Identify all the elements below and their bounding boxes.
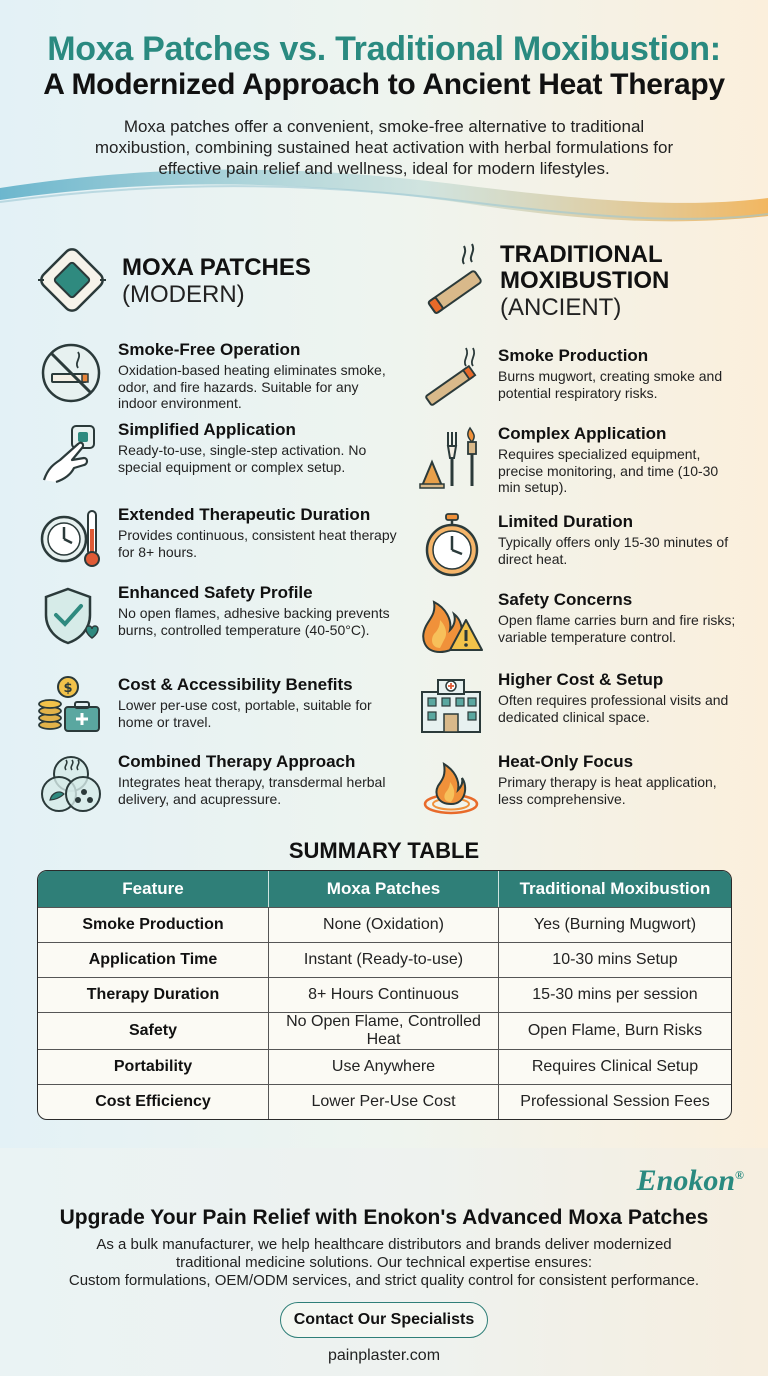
cta-title: Upgrade Your Pain Relief with Enokon's Advanced Moxa Patches <box>59 1206 709 1229</box>
traditional-heading-line2: MOXIBUSTION <box>500 267 670 294</box>
patch-icon <box>30 238 114 322</box>
item-title: Complex Application <box>498 424 667 443</box>
summary-title: SUMMARY TABLE <box>288 838 480 863</box>
table-row <box>38 977 731 1012</box>
moxa-column-heading <box>122 255 311 309</box>
table-cell: Safety <box>38 1012 269 1049</box>
venn-therapy-icon <box>38 752 104 818</box>
table-cell: Use Anywhere <box>269 1049 499 1084</box>
table-row <box>38 1049 731 1084</box>
item-title: Smoke-Free Operation <box>118 340 301 359</box>
item-title: Heat-Only Focus <box>498 752 634 771</box>
traditional-column-heading <box>500 242 669 322</box>
item-text: Provides continuous, consistent heat therapy for 8+ hours. <box>118 527 397 560</box>
item-text: Primary therapy is heat application, less comprehensive. <box>498 774 717 807</box>
flame-icon <box>418 752 484 818</box>
table-cell: Open Flame, Burn Risks <box>499 1012 731 1049</box>
table-cell: Instant (Ready-to-use) <box>269 942 499 977</box>
item-title: Extended Therapeutic Duration <box>118 505 371 524</box>
hand-press-icon <box>38 420 104 486</box>
table-cell: Lower Per-Use Cost <box>269 1084 499 1119</box>
item-text: Requires specialized equipment, precise monitoring, and time (10-30 min setup). <box>498 446 719 495</box>
tools-icon <box>418 424 484 490</box>
table-cell: 15-30 mins per session <box>499 977 731 1012</box>
column-header-traditional: Traditional Moxibustion <box>499 871 731 907</box>
moxa-subheading: (MODERN) <box>122 281 245 308</box>
brand-name: Enokon <box>636 1164 736 1197</box>
coins-briefcase-icon <box>38 675 104 741</box>
column-header-moxa: Moxa Patches <box>269 871 499 907</box>
website-link[interactable]: painplaster.com <box>327 1347 441 1364</box>
table-cell: Yes (Burning Mugwort) <box>499 907 731 942</box>
item-text: Lower per-use cost, portable, suitable for home or travel. <box>118 697 372 730</box>
summary-table <box>37 870 732 1120</box>
cta-line: As a bulk manufacturer, we help healthcare distributors and brands deliver modernized <box>96 1236 672 1253</box>
table-cell: Smoke Production <box>38 907 269 942</box>
table-row <box>38 907 731 942</box>
stopwatch-icon <box>418 512 484 578</box>
registered-mark: ® <box>735 1168 744 1182</box>
table-cell: None (Oxidation) <box>269 907 499 942</box>
clinic-building-icon <box>418 670 484 736</box>
table-cell: Therapy Duration <box>38 977 269 1012</box>
item-text: Open flame carries burn and fire risks; variable temperature control. <box>498 612 736 645</box>
table-cell: No Open Flame, Controlled Heat <box>269 1012 499 1049</box>
cta-text <box>34 1236 734 1290</box>
table-cell: 10-30 mins Setup <box>499 942 731 977</box>
item-text: Burns mugwort, creating smoke and potential respiratory risks. <box>498 368 723 401</box>
item-text: Ready-to-use, single-step activation. No special equipment or complex setup. <box>118 442 367 475</box>
smoking-stick-icon <box>418 346 484 412</box>
table-cell: Professional Session Fees <box>499 1084 731 1119</box>
item-text: Typically offers only 15-30 minutes of direct heat. <box>498 534 729 567</box>
item-title: Enhanced Safety Profile <box>118 583 313 602</box>
item-title: Safety Concerns <box>498 590 633 609</box>
item-text: No open flames, adhesive backing prevents burns, controlled temperature (40-50°C). <box>118 605 390 638</box>
item-title: Higher Cost & Setup <box>498 670 664 689</box>
brand-logo <box>637 1164 744 1198</box>
table-cell: Requires Clinical Setup <box>499 1049 731 1084</box>
item-text: Integrates heat therapy, transdermal herbal delivery, and acupressure. <box>118 774 386 807</box>
page-subtitle: Moxa patches offer a convenient, smoke-free alternative to traditional moxibustion, combining sustained heat activation with herbal formulations for effective pain relief and wellness, ideal for modern lifestyles. <box>94 117 674 178</box>
item-title: Simplified Application <box>118 420 296 439</box>
item-title: Cost & Accessibility Benefits <box>118 675 353 694</box>
table-row <box>38 1012 731 1049</box>
page-title-line2: A Modernized Approach to Ancient Heat Therapy <box>43 68 725 101</box>
moxa-heading: MOXA PATCHES <box>122 254 311 281</box>
clock-thermometer-icon <box>38 505 104 571</box>
cta-line: traditional medicine solutions. Our technical expertise ensures: <box>175 1254 593 1271</box>
table-cell: Cost Efficiency <box>38 1084 269 1119</box>
item-text: Oxidation-based heating eliminates smoke, odor, and fire hazards. Suitable for any indoor environment. <box>118 362 386 411</box>
header <box>0 0 768 240</box>
item-title: Limited Duration <box>498 512 634 531</box>
svg-text:$: $ <box>63 681 73 696</box>
item-title: Smoke Production <box>498 346 649 365</box>
table-row <box>38 942 731 977</box>
contact-specialists-button[interactable]: Contact Our Specialists <box>280 1302 488 1338</box>
fire-warning-icon <box>418 590 484 656</box>
traditional-heading-line1: TRADITIONAL <box>500 241 663 268</box>
cta-line: Custom formulations, OEM/ODM services, and strict quality control for consistent performance. <box>68 1272 700 1289</box>
table-cell: Portability <box>38 1049 269 1084</box>
item-text: Often requires professional visits and dedicated clinical space. <box>498 692 729 725</box>
column-header-feature: Feature <box>38 871 269 907</box>
shield-check-icon <box>38 583 104 649</box>
traditional-subheading: (ANCIENT) <box>500 294 622 321</box>
table-cell: Application Time <box>38 942 269 977</box>
table-row <box>38 1084 731 1119</box>
table-cell: 8+ Hours Continuous <box>269 977 499 1012</box>
moxa-stick-icon <box>416 240 496 320</box>
page-title-line1: Moxa Patches vs. Traditional Moxibustion: <box>47 30 721 68</box>
item-title: Combined Therapy Approach <box>118 752 356 771</box>
no-smoking-icon <box>38 340 104 406</box>
